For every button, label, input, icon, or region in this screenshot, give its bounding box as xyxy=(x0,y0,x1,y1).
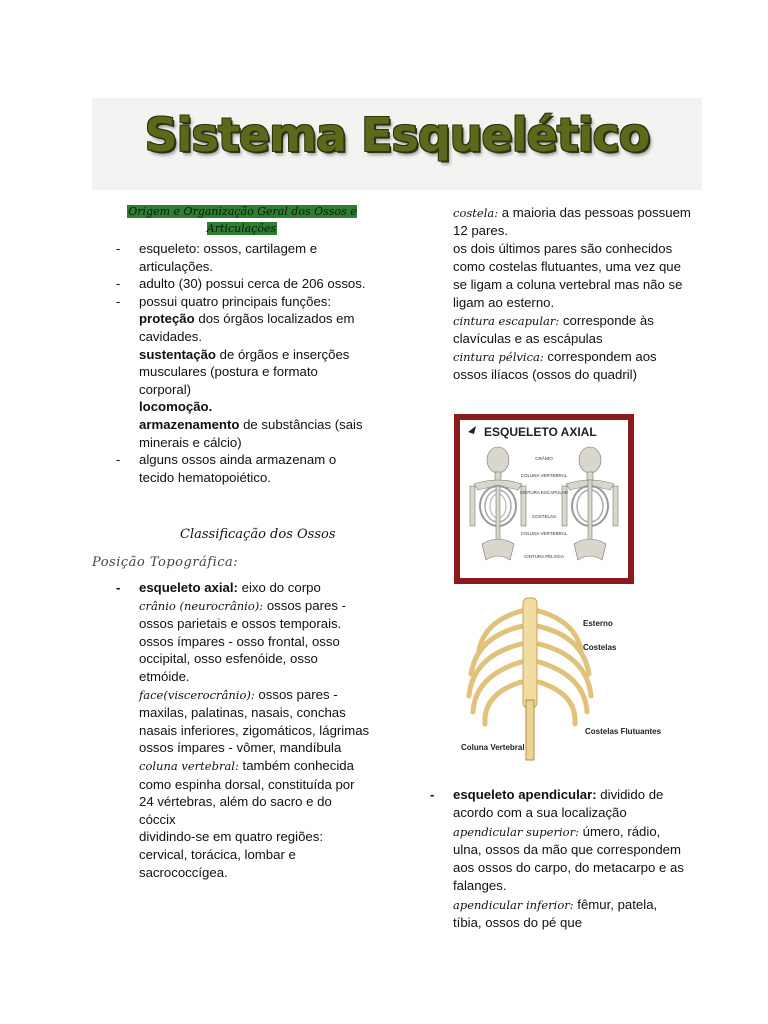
skeleton-illustration xyxy=(460,420,628,578)
left-column xyxy=(112,203,372,486)
skeleton-front-icon xyxy=(470,447,526,560)
bullet-dash: - xyxy=(430,787,435,802)
costela-desc: a maioria das pessoas possuem 12 pares. xyxy=(453,205,691,238)
ribcage-illustration xyxy=(455,590,662,770)
arrow-icon xyxy=(468,426,476,434)
title-banner xyxy=(92,98,702,190)
fig-label: Coluna Vertebral xyxy=(461,743,525,752)
figure-heading: ESQUELETO AXIAL xyxy=(484,425,597,439)
fig-label: CINTURA PÉLVICA xyxy=(524,554,564,559)
function-locomocao xyxy=(112,398,372,416)
escapular-term: cintura escapular: xyxy=(453,314,560,328)
cranio-desc-2: ossos ímpares - osso frontal, osso occipital, osso esfenóide, osso etmóide. xyxy=(139,633,340,684)
apend-term: esqueleto apendicular: xyxy=(453,787,597,802)
fig-label: COLUNA VERTEBRAL xyxy=(520,531,568,536)
coluna-term: coluna vertebral: xyxy=(139,758,239,773)
costela-desc-2: os dois últimos pares são conhecidos como costelas flutuantes, uma vez que se ligam a coluna vertebral mas não se ligam ao esterno. xyxy=(453,241,683,310)
bullet-dash: - xyxy=(116,580,121,595)
coluna-desc: também conhecida como espinha dorsal, constituída por 24 vértebras, além do sacro e do cóccix xyxy=(139,757,355,827)
axial-desc: eixo do corpo xyxy=(237,580,321,595)
function-desc: de órgãos e inserções musculares (postura e formato corporal) xyxy=(139,346,350,397)
appendicular-section xyxy=(426,786,688,932)
apend-desc: dividido de acordo com a sua localização xyxy=(453,787,664,821)
function-armazenamento xyxy=(112,416,372,451)
axial-skeleton-figure xyxy=(454,414,634,584)
costela-term: costela: xyxy=(453,206,499,220)
list-item: - alguns ossos ainda armazenam o tecido hematopoiético. xyxy=(112,451,372,486)
spine-icon xyxy=(526,700,534,760)
fig-label: Esterno xyxy=(583,619,613,628)
page-title: Sistema Esquelético xyxy=(144,108,650,162)
face-desc: ossos pares - maxilas, palatinas, nasais, conchas nasais inferiores, zigomáticos, lágrimas xyxy=(139,686,370,738)
ribcage-figure xyxy=(455,590,662,770)
axial-term: esqueleto axial: xyxy=(139,580,238,595)
pelvica-desc: correspondem aos ossos ilíacos (ossos do quadril) xyxy=(453,349,657,382)
face-term: face(viscerocrânio): xyxy=(139,687,255,702)
function-sustentacao xyxy=(112,346,372,399)
function-desc: dos órgãos localizados em cavidades. xyxy=(139,311,355,344)
apend-inf-term: apendicular inferior: xyxy=(453,897,574,912)
section-heading xyxy=(112,203,372,237)
function-protecao xyxy=(112,310,372,345)
sternum-icon xyxy=(523,598,537,708)
axial-section xyxy=(112,579,372,881)
apend-inf-desc: fêmur, patela, tíbia, ossos do pé que xyxy=(453,896,658,931)
fig-label: COSTELAS xyxy=(531,514,557,519)
classification-heading: Classificação dos Ossos xyxy=(180,527,336,542)
escapular-desc: corresponde às clavículas e as escápulas xyxy=(453,313,654,346)
bullet-list xyxy=(112,240,372,486)
function-term: sustentação xyxy=(139,346,216,362)
fig-label: CINTURA ESCAPULAR xyxy=(519,490,569,495)
apend-sup-term: apendicular superior: xyxy=(453,824,579,839)
list-item: - adulto (30) possui cerca de 206 ossos. xyxy=(112,275,372,293)
fig-label: Costelas xyxy=(583,643,617,652)
fig-label: Costelas Flutuantes xyxy=(585,727,662,736)
fig-label: CRÂNIO xyxy=(535,456,553,461)
function-term: armazenamento xyxy=(139,416,240,432)
function-term: locomoção. xyxy=(139,399,213,415)
coluna-desc-2: dividindo-se em quatro regiões: cervical, torácica, lombar e sacrococcígea. xyxy=(139,829,323,880)
list-item: - esqueleto: ossos, cartilagem e articulações. xyxy=(112,240,372,275)
cranio-term: crânio (neurocrânio): xyxy=(139,598,264,613)
topographic-heading: Posição Topográfica: xyxy=(92,555,239,570)
function-term: proteção xyxy=(139,311,195,327)
apend-sup-desc: úmero, rádio, ulna, ossos da mão que correspondem aos ossos do carpo, do metacarpo e as falanges. xyxy=(453,823,684,894)
cranio-desc: ossos pares - ossos parietais e ossos temporais. xyxy=(139,597,346,632)
function-desc: de substâncias (sais minerais e cálcio) xyxy=(139,416,363,450)
list-item: - possui quatro principais funções: xyxy=(112,293,372,311)
fig-label: COLUNA VERTEBRAL xyxy=(520,473,568,478)
pelvica-term: cintura pélvica: xyxy=(453,350,544,364)
section-heading-text: Origem e Organização Geral dos Ossos e Articulações xyxy=(128,205,357,235)
face-desc-2: ossos ímpares - vômer, mandíbula xyxy=(139,740,342,756)
skeleton-back-icon xyxy=(562,447,618,560)
right-column xyxy=(453,204,693,384)
